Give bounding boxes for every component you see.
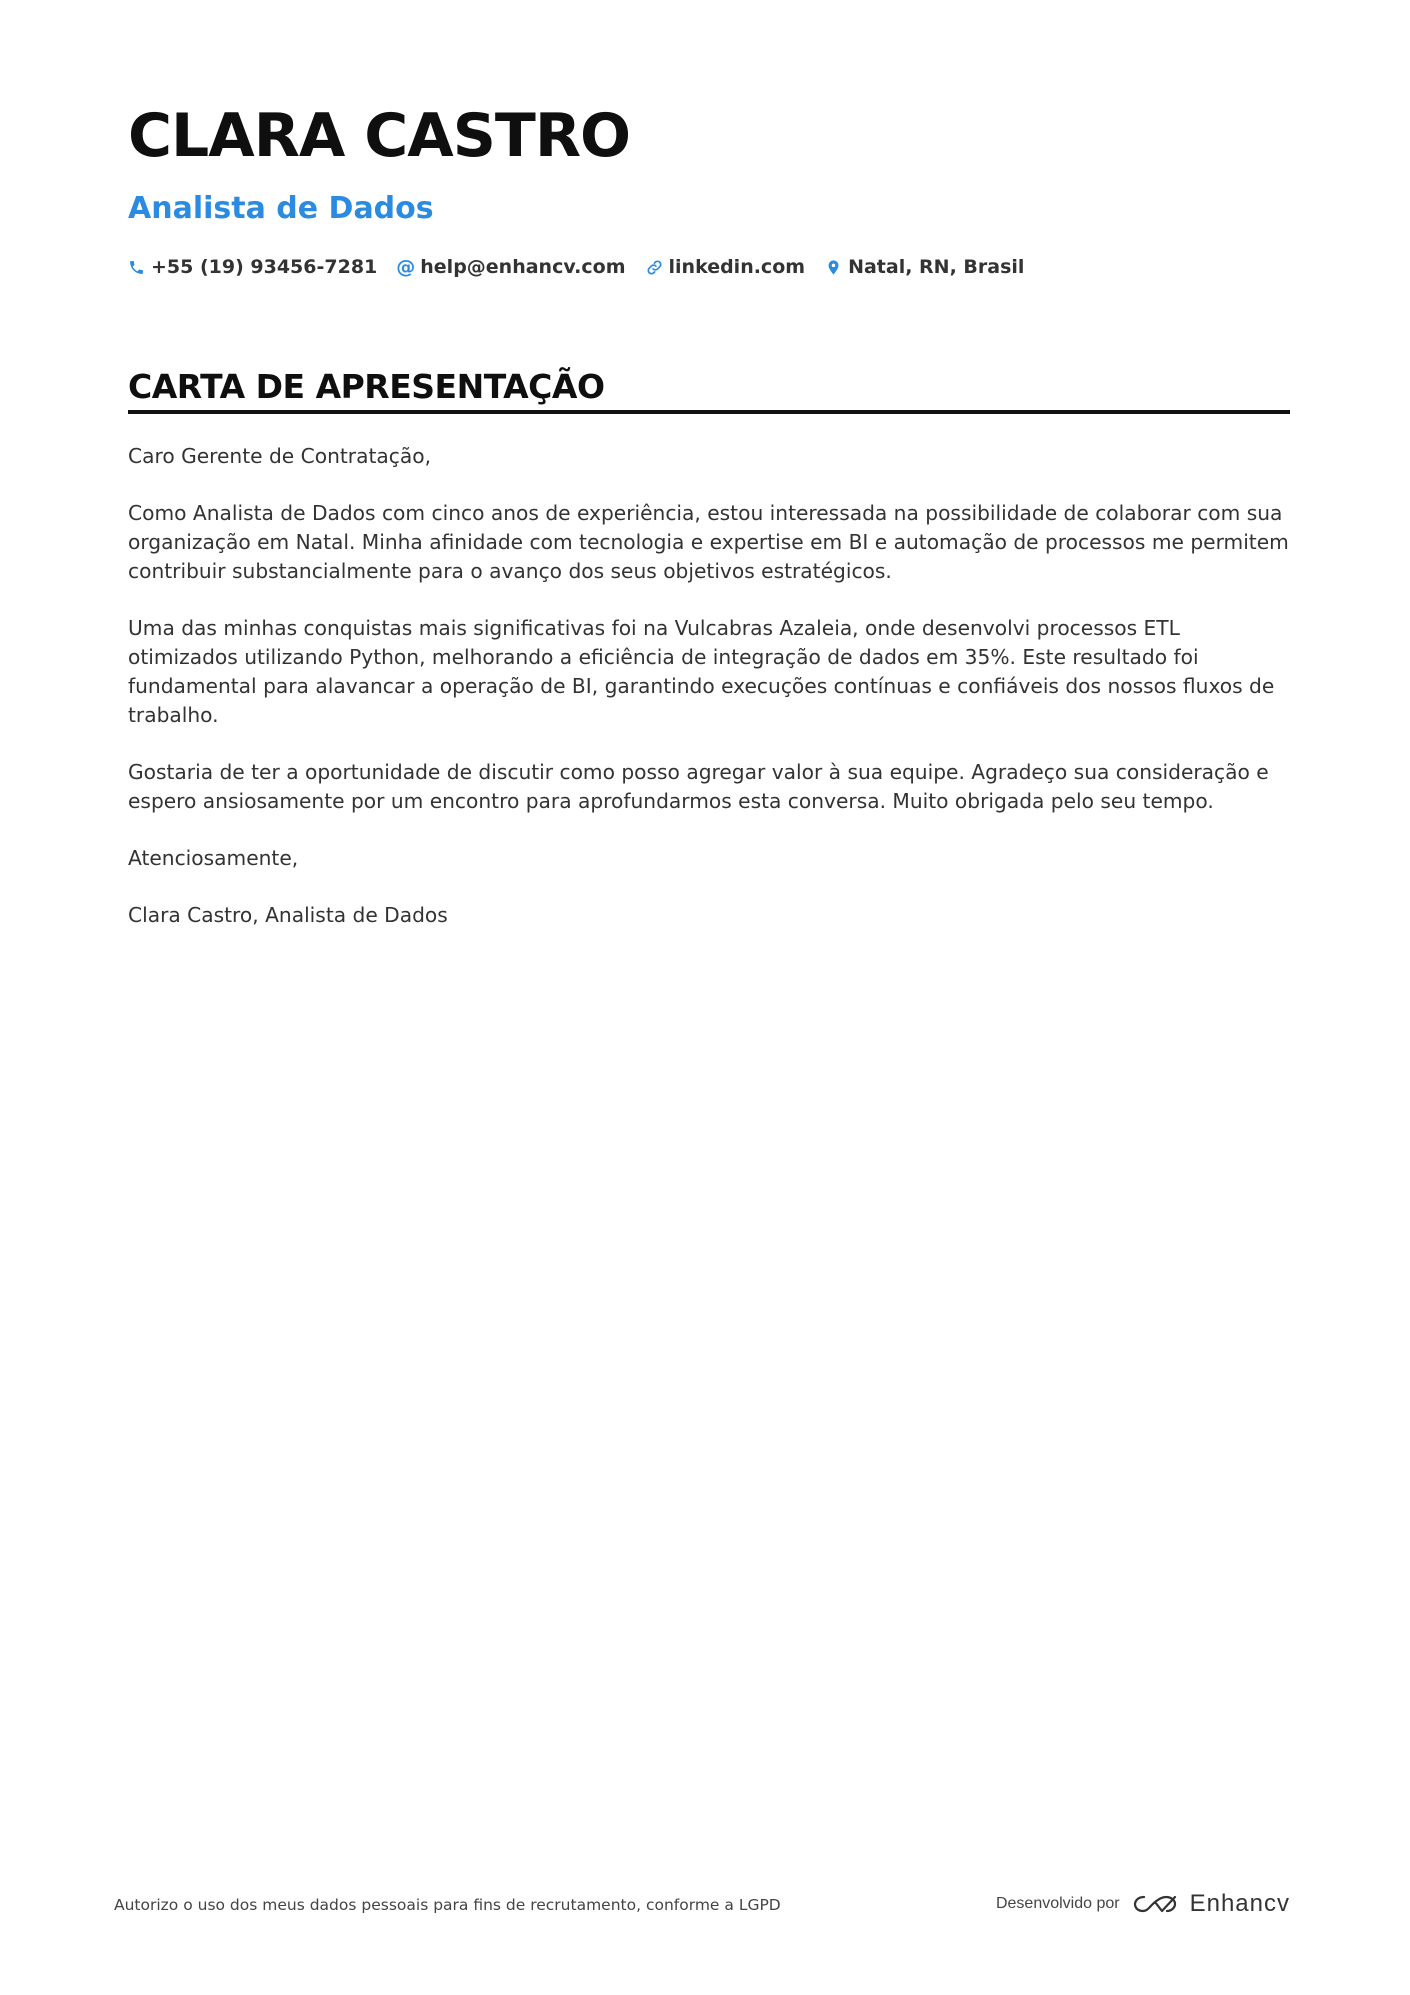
letter-signature: Clara Castro, Analista de Dados: [128, 903, 448, 927]
letter-closing: Atenciosamente,: [128, 846, 299, 870]
contact-email[interactable]: [397, 256, 625, 278]
letter-body: [128, 442, 1290, 958]
at-icon: @: [396, 256, 416, 278]
letter-paragraph: Gostaria de ter a oportunidade de discutir como posso agregar valor à sua equipe. Agradeço sua consideração e espero ansiosamente por um encontro para aprofundarmos esta conversa. Muito obrigada pelo seu tempo.: [128, 760, 1269, 813]
phone-icon: [128, 259, 145, 276]
letter-greeting: Caro Gerente de Contratação,: [128, 444, 431, 468]
powered-by-label: Desenvolvido por: [995, 1895, 1120, 1912]
enhancv-logo-icon: [1132, 1892, 1178, 1916]
contact-linkedin[interactable]: [646, 256, 806, 278]
section-divider: [128, 410, 1290, 414]
enhancv-brand-text: Enhancv: [1189, 1890, 1290, 1917]
contact-phone[interactable]: [128, 256, 377, 278]
location-pin-icon: [825, 259, 842, 276]
contact-email-value: help@enhancv.com: [420, 256, 626, 278]
letter-paragraph: Uma das minhas conquistas mais significativas foi na Vulcabras Azaleia, onde desenvolvi processos ETL otimizados utilizando Python, melhorando a eficiência de integração de dados em 35%. Este resultado foi fundamental para alavancar a operação de BI, garantindo execuções contínuas e confiáveis dos nossos fluxos de trabalho.: [128, 616, 1275, 727]
consent-note: Autorizo o uso dos meus dados pessoais para fins de recrutamento, conforme a LGPD: [114, 1896, 781, 1914]
letter-paragraph: Como Analista de Dados com cinco anos de experiência, estou interessada na possibilidade de colaborar com sua organização em Natal. Minha afinidade com tecnologia e expertise em BI e automação de processos me permitem contribuir substancialmente para o avanço dos seus objetivos estratégicos.: [128, 501, 1289, 583]
section-title: CARTA DE APRESENTAÇÃO: [128, 367, 605, 406]
contact-linkedin-value: linkedin.com: [668, 256, 806, 278]
powered-by[interactable]: [996, 1890, 1290, 1918]
contact-phone-value: +55 (19) 93456-7281: [151, 256, 378, 278]
job-title: Analista de Dados: [128, 191, 434, 226]
link-icon: [646, 259, 663, 276]
contact-bar: [128, 256, 1044, 278]
contact-location-value: Natal, RN, Brasil: [848, 256, 1025, 278]
contact-location: [825, 256, 1024, 278]
candidate-name: CLARA CASTRO: [128, 101, 631, 171]
cover-letter-page: [114, 0, 1290, 1995]
